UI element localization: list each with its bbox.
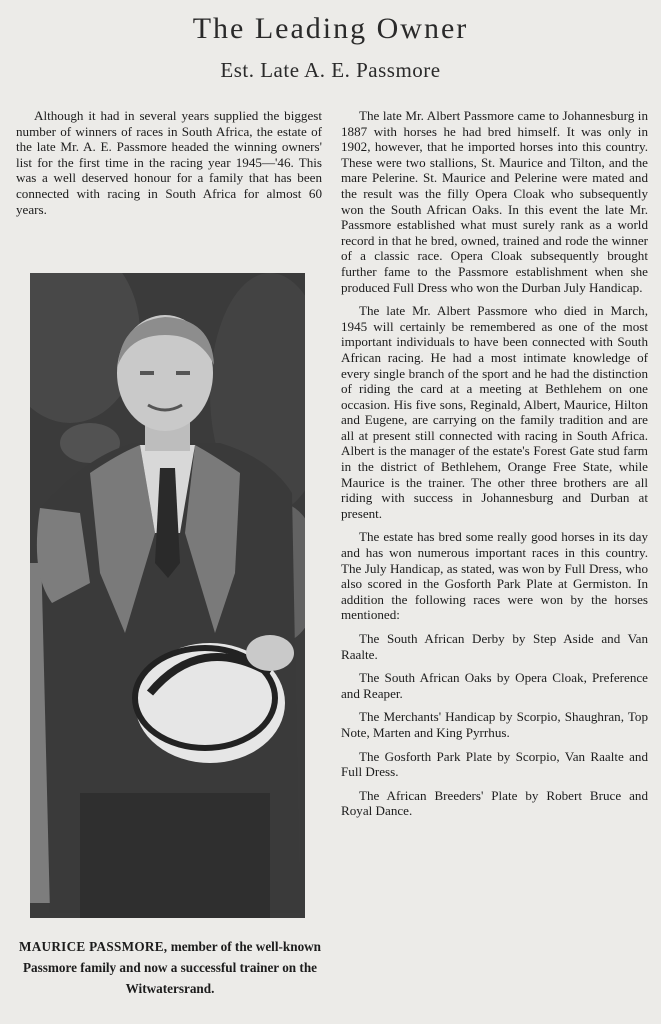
race-list-item: The South African Oaks by Opera Cloak, Preference and Reaper.: [341, 670, 648, 701]
portrait-photo: [30, 273, 305, 918]
article-title: The Leading Owner: [192, 12, 469, 45]
race-list-item: The Merchants' Handicap by Scorpio, Shaughran, Top Note, Marten and King Pyrrhus.: [341, 709, 648, 740]
race-list-item: The African Breeders' Plate by Robert Bruce and Royal Dance.: [341, 787, 648, 819]
left-column: [16, 108, 322, 225]
portrait-illustration: [30, 273, 305, 918]
caption-text: member of the well-known Passmore family and now a successful trainer on the Witwatersrand.: [22, 939, 322, 996]
photo-caption: [14, 936, 326, 999]
body-paragraph: The late Mr. Albert Passmore who died in March, 1945 will certainly be remembered as one of the most important individuals to have been connected with South African racing. He had a most intimate knowledge of every single branch of the sport and he had the distinction of riding the card at a meeting at Bethlehem on one occasion. His five sons, Reginald, Albert, Maurice, Hilton and Eugene, are carrying on the family tradition and are all at present still connected with racing in South Africa. Albert is the manager of the estate's Forest Gate stud farm in the district of Bethlehem, Orange Free State, while Maurice is the trainer. The other three brothers are all riding with success in Johannesburg and Durban at present.: [341, 303, 648, 521]
race-list-item: The South African Derby by Step Aside and Van Raalte.: [341, 631, 648, 662]
body-paragraph: The estate has bred some really good horses in its day and has won numerous important races in this country. The July Handicap, as stated, was won by Full Dress, who also scored in the Gosforth Park Plate at Germiston. In addition the following races were won by the horses mentioned:: [341, 529, 648, 623]
article-subtitle: Est. Late A. E. Passmore: [220, 58, 441, 82]
body-paragraph: The late Mr. Albert Passmore came to Johannesburg in 1887 with horses he had bred himself. It was only in 1902, however, that he imported horses into this country. These were two stallions, St. Maurice and Tilton, and the mare Pelerine. St. Maurice and Pelerine were mated and the result was the filly Opera Cloak who subsequently won the South African Oaks. In this event the late Mr. Passmore established what must surely rank as a world record in that he bred, owned, trained and rode the winner of a classic race. Opera Cloak subsequently brought further fame to the Passmore establishment when she produced Full Dress who won the Durban July Handicap.: [341, 108, 648, 295]
right-column: [341, 108, 648, 827]
race-list-item: The Gosforth Park Plate by Scorpio, Van Raalte and Full Dress.: [341, 748, 648, 780]
caption-name: MAURICE PASSMORE,: [18, 939, 168, 954]
intro-paragraph: Although it had in several years supplied the biggest number of winners of races in South Africa, the estate of the late Mr. A. E. Passmore headed the winning owners' list for the first time in the racing year 1945—'46. This was a well deserved honour for a family that has been connected with racing in South Africa for almost 60 years.: [16, 108, 322, 217]
